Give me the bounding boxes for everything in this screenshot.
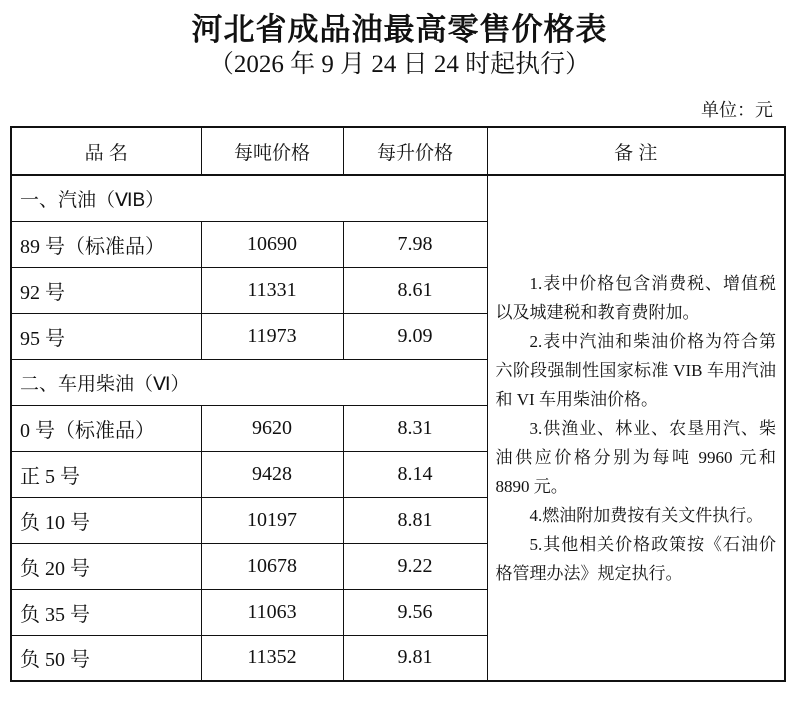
group-row-gasoline: [11, 175, 785, 221]
price-per-ton: 10678: [201, 543, 343, 589]
column-header-per-liter: 每升价格: [343, 127, 487, 175]
price-per-ton: 9620: [201, 405, 343, 451]
price-per-liter: 9.22: [343, 543, 487, 589]
unit-label: 单位：元: [701, 100, 773, 120]
column-header-per-ton: 每吨价格: [201, 127, 343, 175]
product-name: 正 5 号: [11, 451, 201, 497]
product-name: 负 20 号: [11, 543, 201, 589]
price-per-ton: 11331: [201, 267, 343, 313]
group-label: 一、汽油（ⅥB）: [11, 175, 487, 221]
price-per-ton: 11973: [201, 313, 343, 359]
notes-cell: [487, 175, 785, 681]
note-item: 5.其他相关价格政策按《石油价格管理办法》规定执行。: [495, 534, 776, 583]
product-name: 0 号（标准品）: [11, 405, 201, 451]
price-per-ton: 11352: [201, 635, 343, 681]
price-per-liter: 7.98: [343, 221, 487, 267]
note-item: 4.燃油附加费按有关文件执行。: [529, 505, 764, 525]
product-name: 负 50 号: [11, 635, 201, 681]
price-per-ton: 9428: [201, 451, 343, 497]
price-per-liter: 8.31: [343, 405, 487, 451]
price-per-liter: 9.09: [343, 313, 487, 359]
price-per-liter: 8.61: [343, 267, 487, 313]
table-header-row: [11, 127, 785, 175]
price-per-ton: 10690: [201, 221, 343, 267]
column-header-notes: 备 注: [487, 127, 785, 175]
page-title: 河北省成品油最高零售价格表: [191, 12, 608, 47]
product-name: 89 号（标准品）: [11, 221, 201, 267]
price-per-ton: 10197: [201, 497, 343, 543]
page-subtitle: （2026 年 9 月 24 日 24 时起执行）: [208, 51, 591, 78]
price-per-ton: 11063: [201, 589, 343, 635]
product-name: 95 号: [11, 313, 201, 359]
product-name: 负 35 号: [11, 589, 201, 635]
price-table: [10, 126, 786, 682]
column-header-name: 品 名: [11, 127, 201, 175]
group-label: 二、车用柴油（Ⅵ）: [11, 359, 487, 405]
product-name: 92 号: [11, 267, 201, 313]
price-per-liter: 9.56: [343, 589, 487, 635]
product-name: 负 10 号: [11, 497, 201, 543]
price-per-liter: 9.81: [343, 635, 487, 681]
note-item: 3.供渔业、林业、农垦用汽、柴油供应价格分别为每吨 9960 元和 8890 元。: [495, 418, 776, 496]
note-item: 1.表中价格包含消费税、增值税以及城建税和教育费附加。: [495, 273, 776, 322]
price-per-liter: 8.81: [343, 497, 487, 543]
note-item: 2.表中汽油和柴油价格为符合第六阶段强制性国家标准 VIB 车用汽油和 VI 车用柴油价格。: [495, 331, 776, 409]
price-per-liter: 8.14: [343, 451, 487, 497]
